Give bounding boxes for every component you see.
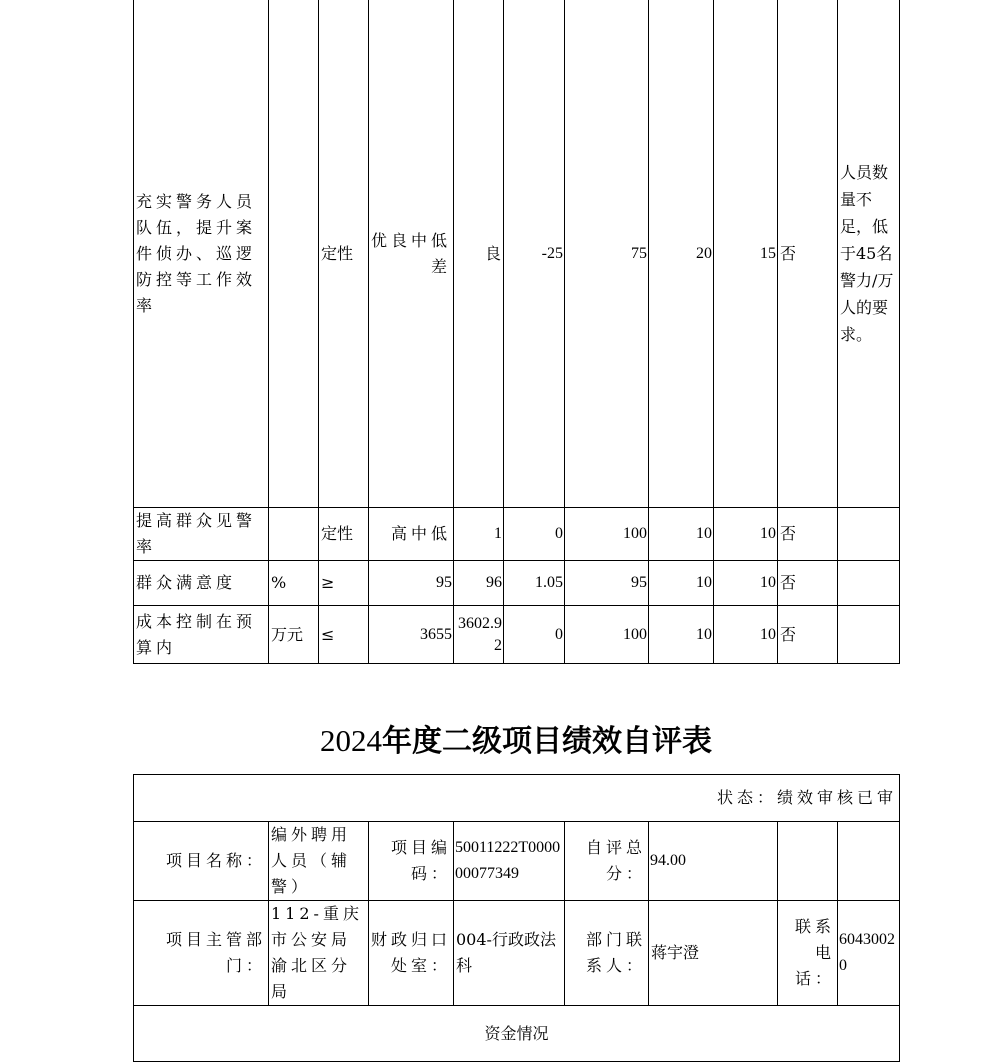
indicator-actual: 96	[454, 561, 504, 606]
indicator-target: 95	[369, 561, 454, 606]
status-badge: 状态：绩效审核已审	[134, 775, 900, 822]
indicator-reason	[838, 508, 900, 561]
indicator-target: 3655	[369, 606, 454, 664]
indicator-score: 10	[714, 508, 778, 561]
indicator-table	[133, 0, 900, 664]
indicator-nature: ≤	[319, 606, 369, 664]
fund-section-row	[134, 1006, 900, 1062]
dept-value: 112-重庆市公安局渝北区分局	[269, 901, 369, 1006]
indicator-weight: 10	[649, 606, 714, 664]
indicator-deviation: 1.05	[504, 561, 565, 606]
empty-cell	[778, 822, 838, 901]
indicator-actual: 3602.92	[454, 606, 504, 664]
indicator-score: 10	[714, 561, 778, 606]
form-title	[0, 716, 1000, 760]
indicator-deviation: 0	[504, 606, 565, 664]
form-title-text: 年度二级项目绩效自评表	[382, 724, 712, 759]
indicator-reason: 人员数量不足，低于45名警力/万人的要求。	[838, 0, 900, 508]
indicator-unit	[269, 508, 319, 561]
table-row	[134, 0, 900, 508]
empty-cell	[838, 822, 900, 901]
indicator-nature: 定性	[319, 0, 369, 508]
self-score-value: 94.00	[649, 822, 778, 901]
indicator-unit	[269, 0, 319, 508]
indicator-name: 充实警务人员队伍，提升案件侦办、巡逻防控等工作效率	[134, 0, 269, 508]
finance-office-label: 财政归口处室：	[369, 901, 454, 1006]
indicator-weight: 20	[649, 0, 714, 508]
form-title-year: 2024	[320, 723, 382, 758]
indicator-is-core: 否	[778, 606, 838, 664]
indicator-target: 优良中低差	[369, 0, 454, 508]
indicator-weight: 10	[649, 561, 714, 606]
indicator-weight: 10	[649, 508, 714, 561]
self-evaluation-form	[133, 774, 900, 1062]
project-code-value: 50011222T000000077349	[454, 822, 565, 901]
indicator-is-core: 否	[778, 0, 838, 508]
indicator-nature: 定性	[319, 508, 369, 561]
dept-label: 项目主管部门：	[134, 901, 269, 1006]
indicator-score: 15	[714, 0, 778, 508]
indicator-actual: 1	[454, 508, 504, 561]
indicator-nature: ≥	[319, 561, 369, 606]
contact-value: 蒋宇澄	[649, 901, 778, 1006]
indicator-completion: 95	[565, 561, 649, 606]
indicator-unit: 万元	[269, 606, 319, 664]
finance-office-value: 004-行政政法科	[454, 901, 565, 1006]
table-row	[134, 508, 900, 561]
department-row	[134, 901, 900, 1006]
indicator-reason	[838, 561, 900, 606]
table-row	[134, 561, 900, 606]
self-score-label: 自评总分：	[565, 822, 649, 901]
indicator-score: 10	[714, 606, 778, 664]
status-row	[134, 775, 900, 822]
fund-section-heading: 资金情况	[134, 1006, 900, 1062]
table-row	[134, 606, 900, 664]
indicator-target: 高中低	[369, 508, 454, 561]
phone-label: 联系电话：	[778, 901, 838, 1006]
indicator-deviation: -25	[504, 0, 565, 508]
project-name-value: 编外聘用人员（辅警）	[269, 822, 369, 901]
indicator-name: 提高群众见警率	[134, 508, 269, 561]
phone-value: 60430020	[838, 901, 900, 1006]
project-name-label: 项目名称：	[134, 822, 269, 901]
project-name-row	[134, 822, 900, 901]
indicator-is-core: 否	[778, 561, 838, 606]
indicator-name: 成本控制在预算内	[134, 606, 269, 664]
indicator-completion: 75	[565, 0, 649, 508]
contact-label: 部门联系人：	[565, 901, 649, 1006]
indicator-name: 群众满意度	[134, 561, 269, 606]
indicator-deviation: 0	[504, 508, 565, 561]
indicator-actual: 良	[454, 0, 504, 508]
indicator-completion: 100	[565, 508, 649, 561]
project-code-label: 项目编码：	[369, 822, 454, 901]
indicator-completion: 100	[565, 606, 649, 664]
indicator-reason	[838, 606, 900, 664]
indicator-is-core: 否	[778, 508, 838, 561]
indicator-unit: %	[269, 561, 319, 606]
